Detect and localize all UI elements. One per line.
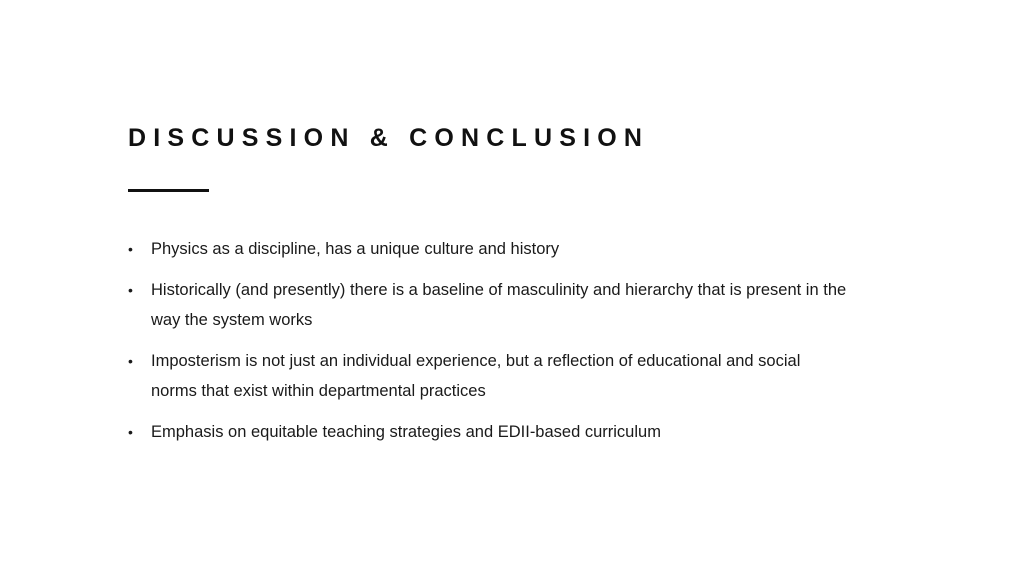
title-underline xyxy=(128,189,209,192)
bullet-item xyxy=(128,417,848,447)
bullet-text: Physics as a discipline, has a unique culture and history xyxy=(151,240,560,258)
slide-title: DISCUSSION & CONCLUSION xyxy=(128,124,650,152)
bullet-item xyxy=(128,234,848,264)
bullet-item xyxy=(128,346,848,406)
bullet-dot-icon: • xyxy=(128,241,133,257)
bullet-dot-icon: • xyxy=(128,353,133,369)
bullet-text: Emphasis on equitable teaching strategies and EDII-based curriculum xyxy=(151,423,661,441)
bullet-list xyxy=(128,234,848,458)
bullet-text: Historically (and presently) there is a baseline of masculinity and hierarchy that is present in the way the system works xyxy=(151,281,847,329)
bullet-text: Imposterism is not just an individual experience, but a reflection of educational and social norms that exist within departmental practices xyxy=(151,352,801,400)
bullet-item xyxy=(128,275,848,335)
bullet-dot-icon: • xyxy=(128,424,133,440)
bullet-dot-icon: • xyxy=(128,282,133,298)
